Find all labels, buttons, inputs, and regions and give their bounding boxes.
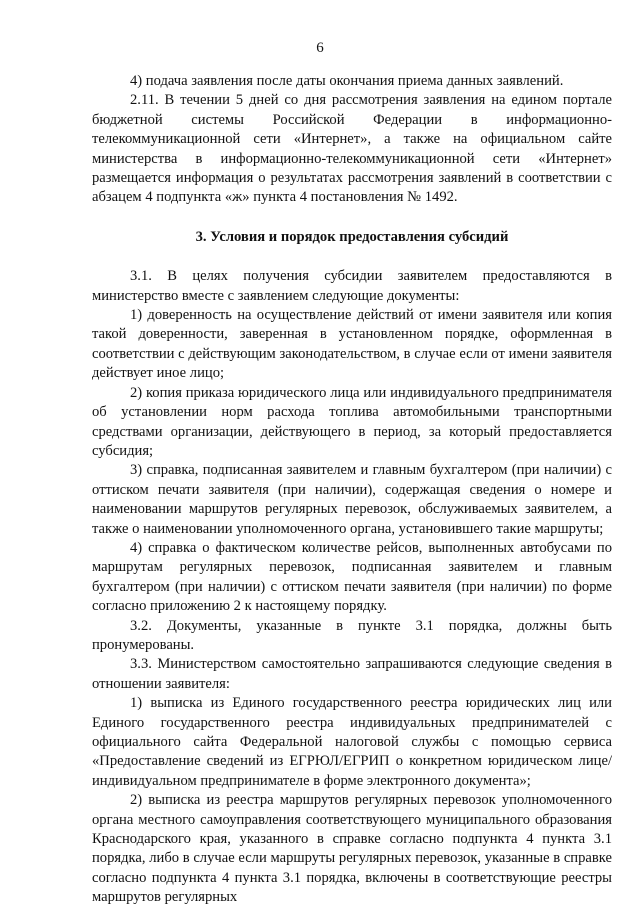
paragraph-3-3-item-2: 2) выписка из реестра маршрутов регулярных перевозок уполномоченного органа местного самоуправления соответствующего муниципального образования Краснодарского края, указанного в справке согласно подпункта 4 пункта 3.1 порядка, либо в случае если маршруты регулярных перевозок, указанные в справке согласно подпункта 4 пункта 3.1 порядка, включены в соответствующие реестры маршрутов регулярных <box>92 792 612 906</box>
paragraph-3-3-item-1: 1) выписка из Единого государственного реестра юридических лиц или Единого государственного реестра индивидуальных предпринимателей с официального сайта Федеральной налоговой службы с помощью сервиса «Предоставление сведений из ЕГРЮЛ/ЕГРИП о конкретном юридическом лице/индивидуальном предпринимателе в форме электронного документа»; <box>92 695 612 789</box>
paragraph-3-2: 3.2. Документы, указанные в пункте 3.1 порядка, должны быть пронумерованы. <box>92 617 612 653</box>
paragraph-3-1-item-3: 3) справка, подписанная заявителем и главным бухгалтером (при наличии) с оттиском печати заявителя (при наличии), содержащая сведения о номере и наименовании маршрутов регулярных перевозок, обслуживаемых заявителем, а также о наименовании уполномоченного органа, установившего такие маршруты; <box>92 462 612 537</box>
paragraph-item-4-filing-after-deadline: 4) подача заявления после даты окончания приема данных заявлений. <box>130 73 564 89</box>
document-body <box>92 72 612 908</box>
paragraph-3-3: 3.3. Министерством самостоятельно запрашиваются следующие сведения в отношении заявителя: <box>92 656 612 692</box>
paragraph-3-1-item-4: 4) справка о фактическом количестве рейсов, выполненных автобусами по маршрутам регулярных перевозок, подписанная заявителем и главным бухгалтером (при наличии) с оттиском печати заявителя (при наличии) по форме согласно приложению 2 к настоящему порядку. <box>92 539 612 615</box>
section-heading: 3. Условия и порядок предоставления субсидий <box>195 228 509 245</box>
page-number: 6 <box>316 40 324 56</box>
paragraph-3-1-item-1: 1) доверенность на осуществление действий от имени заявителя или копия такой доверенности, заверенная в установленном порядке, оформленная в соответствии с действующим законодательством, в случае если от имени заявителя действует иное лицо; <box>92 307 612 382</box>
paragraph-2-11: 2.11. В течении 5 дней со дня рассмотрения заявления на едином портале бюджетной системы Российской Федерации в информационно-телекоммуникационной сети «Интернет», а также на официальном сайте министерства в информационно-телекоммуникационной сети «Интернет» размещается информация о результатах рассмотрения заявлений в соответствии с абзацем 4 подпункта «ж» пункта 4 постановления № 1492. <box>92 92 612 206</box>
paragraph-3-1: 3.1. В целях получения субсидии заявителем предоставляются в министерство вместе с заявлением следующие документы: <box>92 268 612 304</box>
paragraph-3-1-item-2: 2) копия приказа юридического лица или индивидуального предпринимателя об установлении норм расхода топлива автомобильными транспортными средствами организации, действующего в период, за который предоставляется субсидия; <box>92 384 612 459</box>
